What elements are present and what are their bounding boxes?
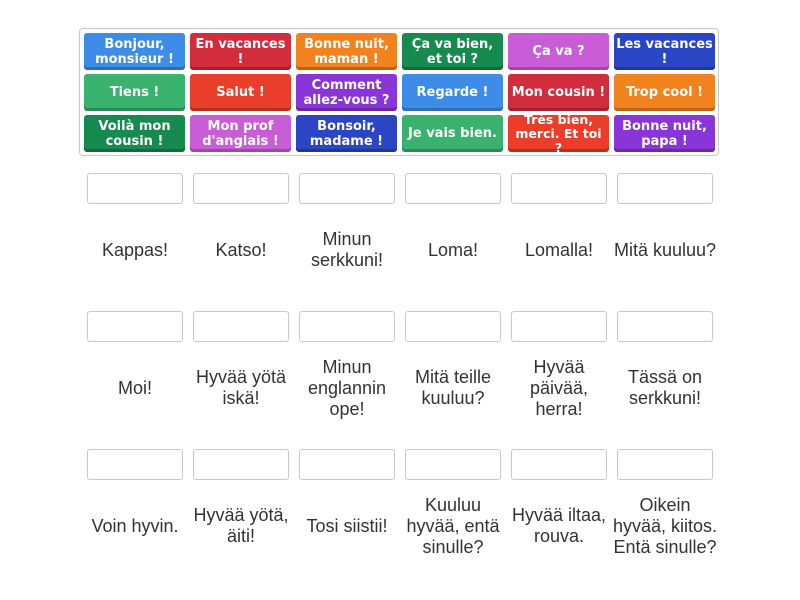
drop-slot[interactable] [405, 449, 501, 480]
drop-slot[interactable] [299, 449, 395, 480]
answer-tile[interactable]: Je vais bien. [402, 115, 503, 152]
answer-tile[interactable]: En vacances ! [190, 33, 291, 70]
answer-tile[interactable]: Mon prof d'anglais ! [190, 115, 291, 152]
answer-tile[interactable]: Salut ! [190, 74, 291, 111]
prompt-label: Hyvää yötä iskä! [195, 367, 287, 408]
prompt-label: Minun serkkuni! [310, 229, 384, 270]
drop-slot[interactable] [405, 311, 501, 342]
answer-tile[interactable]: Voilà mon cousin ! [84, 115, 185, 152]
drop-slot[interactable] [87, 311, 183, 342]
drop-slot[interactable] [511, 173, 607, 204]
answer-tile[interactable]: Comment allez-vous ? [296, 74, 397, 111]
answer-tile[interactable]: Bonsoir, madame ! [296, 115, 397, 152]
prompt-label: Mitä kuuluu? [613, 239, 717, 260]
answer-tile[interactable]: Bonne nuit, papa ! [614, 115, 715, 152]
prompt-label: Tässä on serkkuni! [627, 367, 703, 408]
answer-tile[interactable]: Ça va bien, et toi ? [402, 33, 503, 70]
prompt-label: Hyvää iltaa, rouva. [511, 505, 607, 546]
drop-slot[interactable] [193, 311, 289, 342]
tile-bank [79, 28, 719, 156]
drop-slot[interactable] [193, 173, 289, 204]
drop-slot[interactable] [193, 449, 289, 480]
drop-slot[interactable] [87, 173, 183, 204]
prompt-label: Kappas! [101, 239, 169, 260]
prompt-label: Hyvää päivää, herra! [529, 356, 589, 419]
answer-tile[interactable]: Regarde ! [402, 74, 503, 111]
drop-slot[interactable] [405, 173, 501, 204]
drop-slot[interactable] [511, 449, 607, 480]
answer-tile[interactable]: Ça va ? [508, 33, 609, 70]
prompt-label: Loma! [427, 239, 479, 260]
drop-slot[interactable] [87, 449, 183, 480]
prompt-label: Mitä teille kuuluu? [414, 367, 492, 408]
drop-slot[interactable] [617, 173, 713, 204]
prompt-label: Hyvää yötä, äiti! [193, 505, 289, 546]
prompt-label: Katso! [215, 239, 267, 260]
drop-slot[interactable] [299, 311, 395, 342]
drop-slot[interactable] [617, 449, 713, 480]
answer-tile[interactable]: Mon cousin ! [508, 74, 609, 111]
answer-tile[interactable]: Bonjour, monsieur ! [84, 33, 185, 70]
answer-tile[interactable]: Trop cool ! [614, 74, 715, 111]
answer-tile[interactable]: Les vacances ! [614, 33, 715, 70]
drop-slot[interactable] [511, 311, 607, 342]
prompt-label: Minun englannin ope! [307, 356, 387, 419]
answer-tile[interactable]: Bonne nuit, maman ! [296, 33, 397, 70]
prompt-label: Lomalla! [524, 239, 594, 260]
prompt-label: Moi! [117, 377, 152, 398]
answer-tile[interactable]: Tiens ! [84, 74, 185, 111]
drop-slot[interactable] [617, 311, 713, 342]
prompt-label: Tosi siistii! [306, 515, 388, 536]
prompt-label: Voin hyvin. [91, 515, 179, 536]
prompt-label: Oikein hyvää, kiitos. Entä sinulle? [612, 494, 718, 557]
prompt-label: Kuuluu hyvää, entä sinulle? [406, 494, 500, 557]
answer-tile[interactable]: Très bien, merci. Et toi ? [508, 115, 609, 152]
drop-slot[interactable] [299, 173, 395, 204]
